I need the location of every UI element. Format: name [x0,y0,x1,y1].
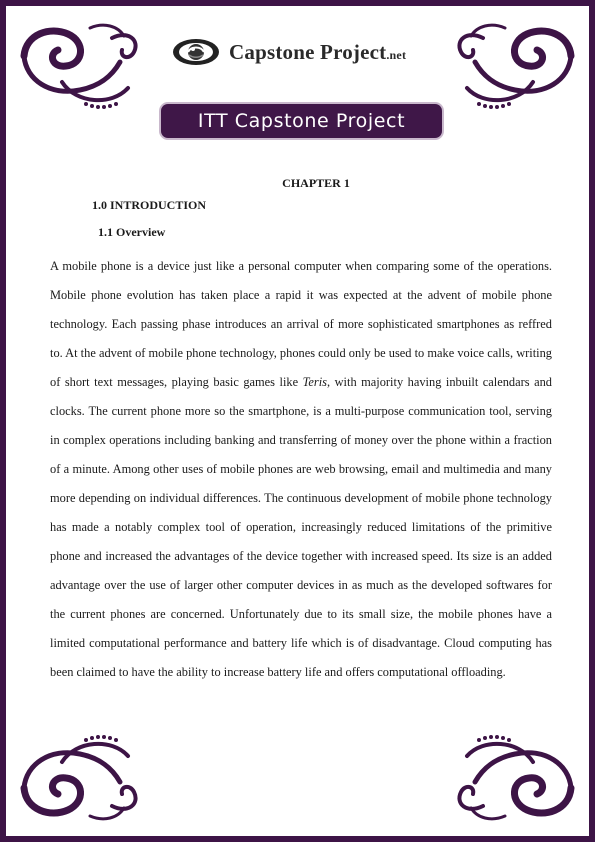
section-heading: 1.0 INTRODUCTION [92,198,207,212]
title-banner [161,104,442,138]
logo-suffix: .net [386,47,407,62]
top-left-ornament [16,18,146,113]
bottom-right-ornament [449,731,579,826]
paragraph-italic-term: Teris [302,375,327,389]
top-right-ornament [449,18,579,113]
logo-wordmark [229,40,406,65]
bottom-left-ornament [16,731,146,826]
document-content [50,176,552,687]
eye-globe-logo-icon [171,35,221,69]
chapter-heading: CHAPTER 1 [282,176,350,190]
paragraph-text-start: A mobile phone is a device just like a personal computer when comparing some of the operations. Mobile phone evolution has taken place a rapid it was expected at the advent of mobile phone technology. Each passing phase introduces an arrival of more sophisticated smartphones as reffred to. At the advent of mobile phone technology, phones could only be used to make voice calls, writing of short text messages, playing basic games like [50,259,552,389]
site-logo[interactable] [171,32,406,72]
subsection-heading: 1.1 Overview [98,225,166,239]
body-paragraph [50,252,552,687]
paragraph-text-end: , with majority having inbuilt calendars and clocks. The current phone more so the smartphone, is a multi-purpose communication tool, serving in complex operations including banking and transferring of money over the phone within a fraction of a minute. Among other uses of mobile phones are web browsing, email and multimedia and many more depending on individual differences. The continuous development of mobile phone technology has made a notably complex tool of operation, increasingly reduced limitations of the primitive phone and increased the advantages of the device together with increased speed. Its size is an added advantage over the use of larger other computer devices in as much as the developed softwares for the current phones are concerned. Unfortunately due to its small size, the mobile phones have a limited computational performance and battery life which is of disadvantage. Cloud computing has been claimed to have the ability to increase battery life and offers computational offloading. [50,375,552,679]
logo-name: Capstone Project [229,39,387,64]
banner-title: ITT Capstone Project [197,110,406,132]
